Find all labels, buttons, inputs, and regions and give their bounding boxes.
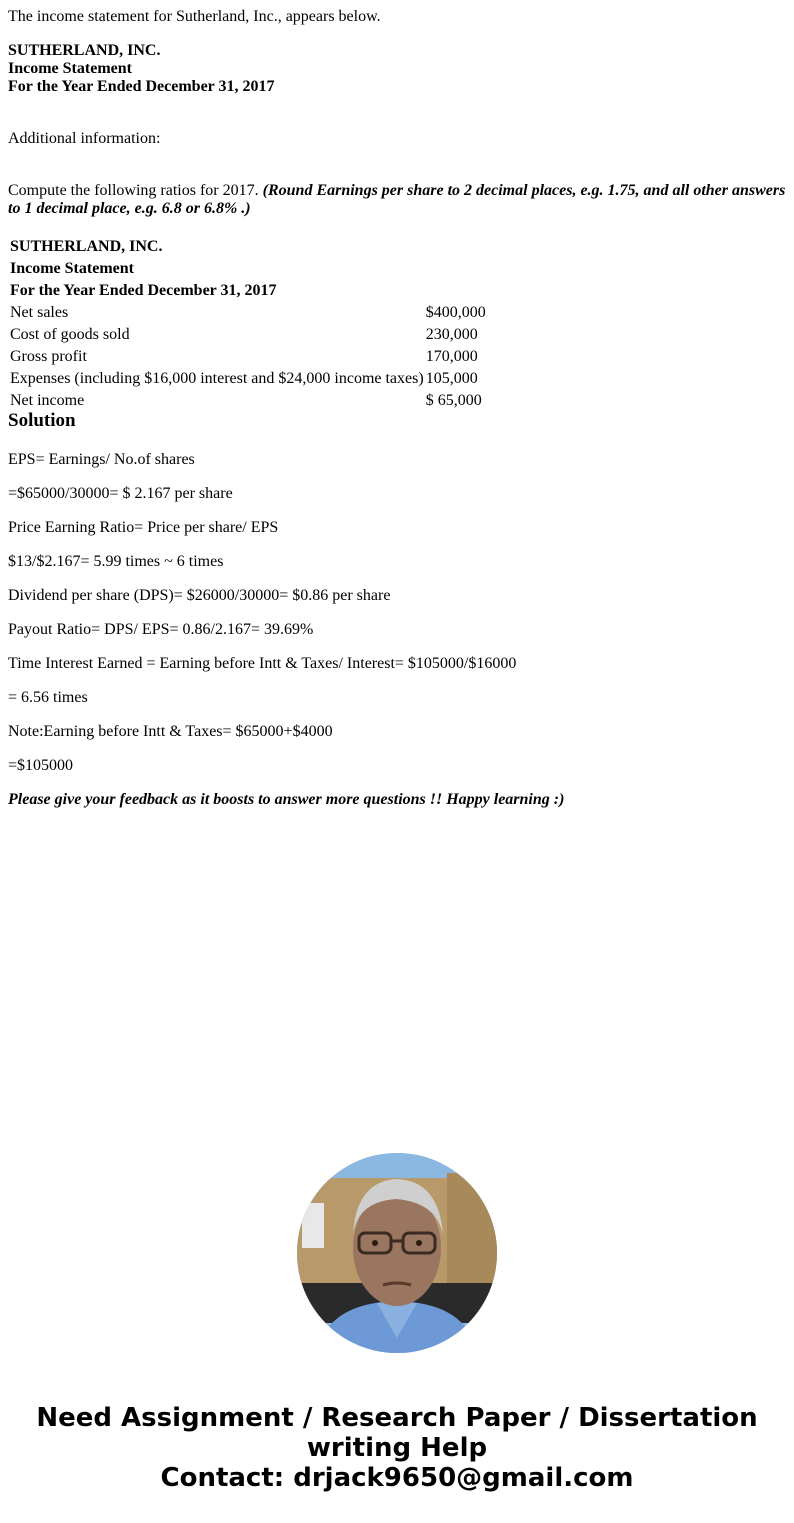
promo-contact: Contact: drjack9650@gmail.com: [160, 1463, 634, 1493]
solution-line: Payout Ratio= DPS/ EPS= 0.86/2.167= 39.69%: [8, 621, 314, 638]
compute-instructions: [8, 182, 785, 200]
rounding-instructions-2: to 1 decimal place, e.g. 6.8 or 6.8% .): [8, 200, 251, 217]
solution-line: Note:Earning before Intt & Taxes= $65000+$4000: [8, 723, 333, 740]
promo-line-2: writing Help: [306, 1433, 488, 1463]
solution-line: = 6.56 times: [8, 689, 88, 706]
income-statement-table: [8, 235, 488, 413]
solution-line: =$105000: [8, 757, 74, 774]
solution-line: Price Earning Ratio= Price per share/ EPS: [8, 519, 279, 536]
table-row: [10, 391, 486, 411]
person-photo-icon: [297, 1153, 497, 1353]
rounding-instructions-1: (Round Earnings per share to 2 decimal places, e.g. 1.75, and all other answers: [262, 182, 786, 199]
row-amount: 170,000: [425, 348, 478, 365]
company-name: SUTHERLAND, INC.: [8, 42, 161, 59]
promo-footer: [0, 1403, 794, 1493]
row-label: Cost of goods sold: [10, 326, 130, 343]
feedback-note: Please give your feedback as it boosts to answer more questions !! Happy learning :): [8, 791, 565, 808]
row-amount: 105,000: [425, 370, 478, 387]
row-amount: 230,000: [425, 326, 478, 343]
row-amount: $400,000: [425, 304, 486, 321]
table-row: [10, 325, 486, 345]
row-label: Net income: [10, 392, 85, 409]
solution-heading: Solution: [8, 410, 76, 431]
statement-title: Income Statement: [8, 60, 132, 77]
promo-line-1: Need Assignment / Research Paper / Dissertation: [36, 1403, 758, 1433]
compute-text: Compute the following ratios for 2017.: [8, 182, 259, 199]
row-amount: $ 65,000: [425, 392, 482, 409]
row-label: Net sales: [10, 304, 69, 321]
row-label: Gross profit: [10, 348, 87, 365]
solution-line: $13/$2.167= 5.99 times ~ 6 times: [8, 553, 224, 570]
row-label: Expenses (including $16,000 interest and $24,000 income taxes): [10, 370, 424, 387]
table-row: [10, 369, 486, 389]
additional-info-label: Additional information:: [8, 130, 161, 147]
statement-period: For the Year Ended December 31, 2017: [8, 78, 275, 95]
solution-line: EPS= Earnings/ No.of shares: [8, 451, 195, 468]
solution-line: Time Interest Earned = Earning before Intt & Taxes/ Interest= $105000/$16000: [8, 655, 517, 672]
table-statement-title: Income Statement: [10, 260, 134, 277]
table-company: SUTHERLAND, INC.: [10, 238, 163, 255]
solution-line: =$65000/30000= $ 2.167 per share: [8, 485, 233, 502]
author-avatar: [297, 1153, 497, 1353]
table-row: [10, 303, 486, 323]
solution-line: Dividend per share (DPS)= $26000/30000= $0.86 per share: [8, 587, 391, 604]
intro-text: The income statement for Sutherland, Inc., appears below.: [8, 8, 381, 25]
table-period: For the Year Ended December 31, 2017: [10, 282, 277, 299]
table-row: [10, 347, 486, 367]
